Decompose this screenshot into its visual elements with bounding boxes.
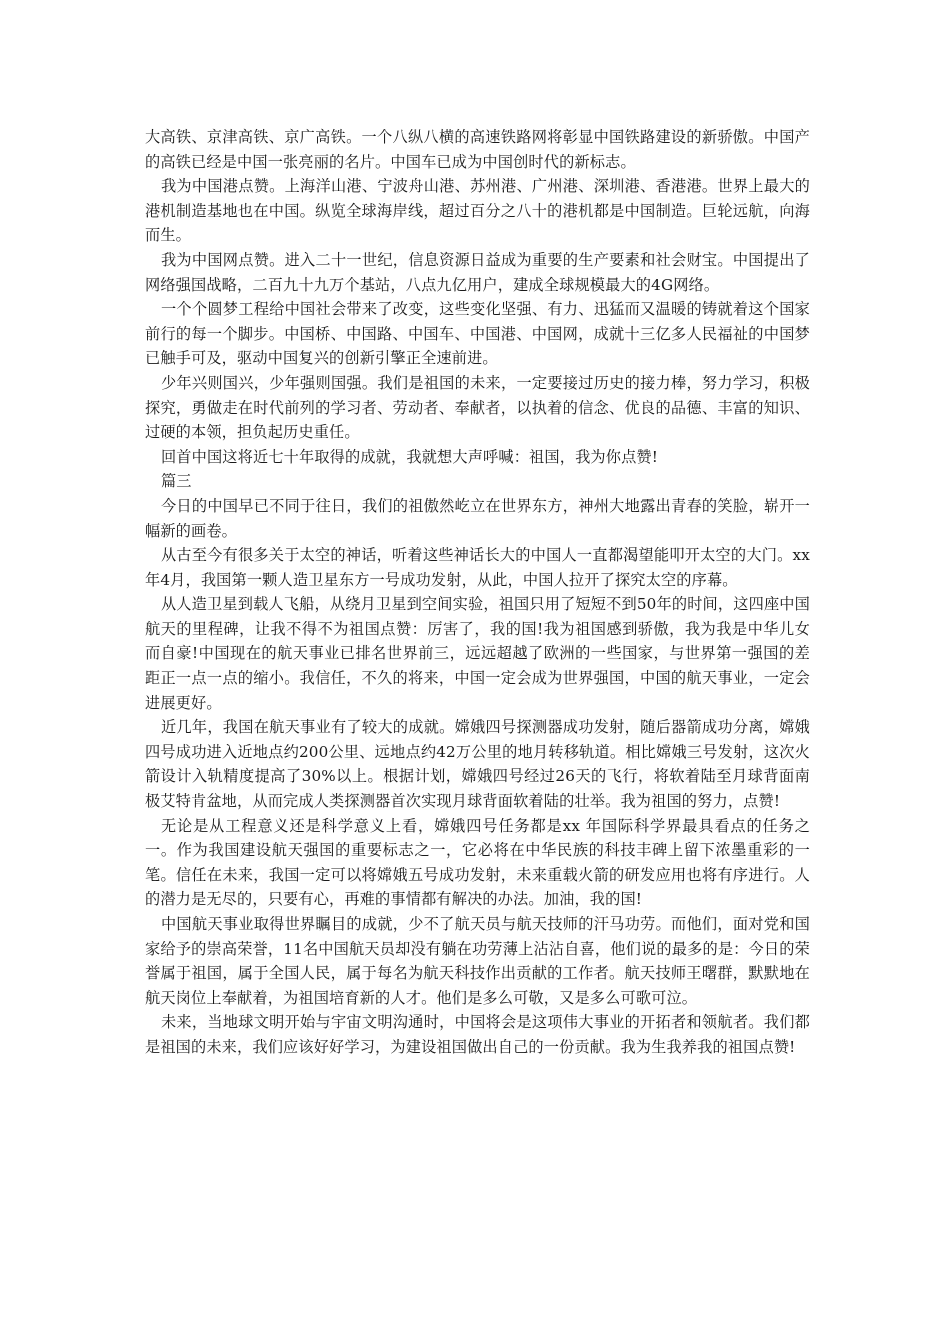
paragraph-3: 我为中国网点赞。进入二十一世纪，信息资源日益成为重要的生产要素和社会财宝。中国提出了网络强国战略，二百九十九万个基站，八点九亿用户，建成全球规模最大的4G网络。 xyxy=(145,250,810,294)
paragraph-10: 近几年，我国在航天事业有了较大的成就。嫦娥四号探测器成功发射，随后器箭成功分离，嫦娥四号成功进入近地点约200公里、远地点约42万公里的地月转移轨道。相比嫦娥三号发射，这次火箭设计入轨精度提高了30%以上。根据计划，嫦娥四号经过26天的飞行，将软着陆至月球背面南极艾特肯盆地，从而完成人类探测器首次实现月球背面软着陆的壮举。我为祖国的努力，点赞! xyxy=(145,718,810,811)
paragraph-4: 一个个圆梦工程给中国社会带来了改变，这些变化坚强、有力、迅猛而又温暖的铸就着这个国家前行的每一个脚步。中国桥、中国路、中国车、中国港、中国网，成就十三亿多人民福祉的中国梦已触手可及，驱动中国复兴的创新引擎正全速前进。 xyxy=(145,300,810,368)
paragraph-13: 未来，当地球文明开始与宇宙文明沟通时，中国将会是这项伟大事业的开拓者和领航者。我们都是祖国的未来，我们应该好好学习，为建设祖国做出自己的一份贡献。我为生我养我的祖国点赞! xyxy=(145,1013,810,1056)
paragraph-11: 无论是从工程意义还是科学意义上看，嫦娥四号任务都是xx 年国际科学界最具看点的任务之一。作为我国建设航天强国的重要标志之一，它必将在中华民族的科技丰碑上留下浓墨重彩的一笔。信任在未来，我国一定可以将嫦娥五号成功发射，未来重载火箭的研发应用也将有序进行。人的潜力是无尽的，只要有心，再难的事情都有解决的办法。加油，我的国! xyxy=(145,816,810,909)
paragraph-7: 今日的中国早已不同于往日，我们的祖傲然屹立在世界东方，神州大地露出青春的笑脸，崭开一幅新的画卷。 xyxy=(145,496,810,540)
paragraph-9: 从人造卫星到载人飞船，从绕月卫星到空间实验，祖国只用了短短不到50年的时间，这四座中国航天的里程碑，让我不得不为祖国点赞：厉害了，我的国!我为祖国感到骄傲，我为我是中华儿女而自豪!中国现在的航天事业已排名世界前三，远远超越了欧洲的一些国家，与世界第一强国的差距正一点一点的缩小。我信任，不久的将来，中国一定会成为世界强国，中国的航天事业，一定会进展更好。 xyxy=(145,595,810,712)
paragraph-2: 我为中国港点赞。上海洋山港、宁波舟山港、苏州港、广州港、深圳港、香港港。世界上最大的港机制造基地也在中国。纵览全球海岸线，超过百分之八十的港机都是中国制造。巨轮远航，向海而生。 xyxy=(145,177,810,245)
section-heading: 篇三 xyxy=(160,472,192,491)
paragraph-1: 大高铁、京津高铁、京广高铁。一个八纵八横的高速铁路网将彰显中国铁路建设的新骄傲。中国产的高铁已经是中国一张亮丽的名片。中国车已成为中国创时代的新标志。 xyxy=(145,128,810,171)
paragraph-8: 从古至今有很多关于太空的神话，听着这些神话长大的中国人一直都渴望能叩开太空的大门。xx年4月，我国第一颗人造卫星东方一号成功发射，从此，中国人拉开了探究太空的序幕。 xyxy=(145,546,810,589)
document-body xyxy=(145,125,810,1060)
paragraph-12: 中国航天事业取得世界瞩目的成就，少不了航天员与航天技师的汗马功劳。而他们，面对党和国家给予的崇高荣誉，11名中国航天员却没有躺在功劳薄上沾沾自喜，他们说的最多的是：今日的荣誉属于祖国，属于全国人民，属于每名为航天科技作出贡献的工作者。航天技师王曙群，默默地在航天岗位上奉献着，为祖国培育新的人才。他们是多么可敬，又是多么可歌可泣。 xyxy=(145,915,810,1007)
paragraph-5: 少年兴则国兴，少年强则国强。我们是祖国的未来，一定要接过历史的接力棒，努力学习，积极探究，勇做走在时代前列的学习者、劳动者、奉献者，以执着的信念、优良的品德、丰富的知识、过硬的本领，担负起历史重任。 xyxy=(145,373,810,442)
paragraph-6: 回首中国这将近七十年取得的成就，我就想大声呼喊：祖国，我为你点赞! xyxy=(160,447,659,466)
